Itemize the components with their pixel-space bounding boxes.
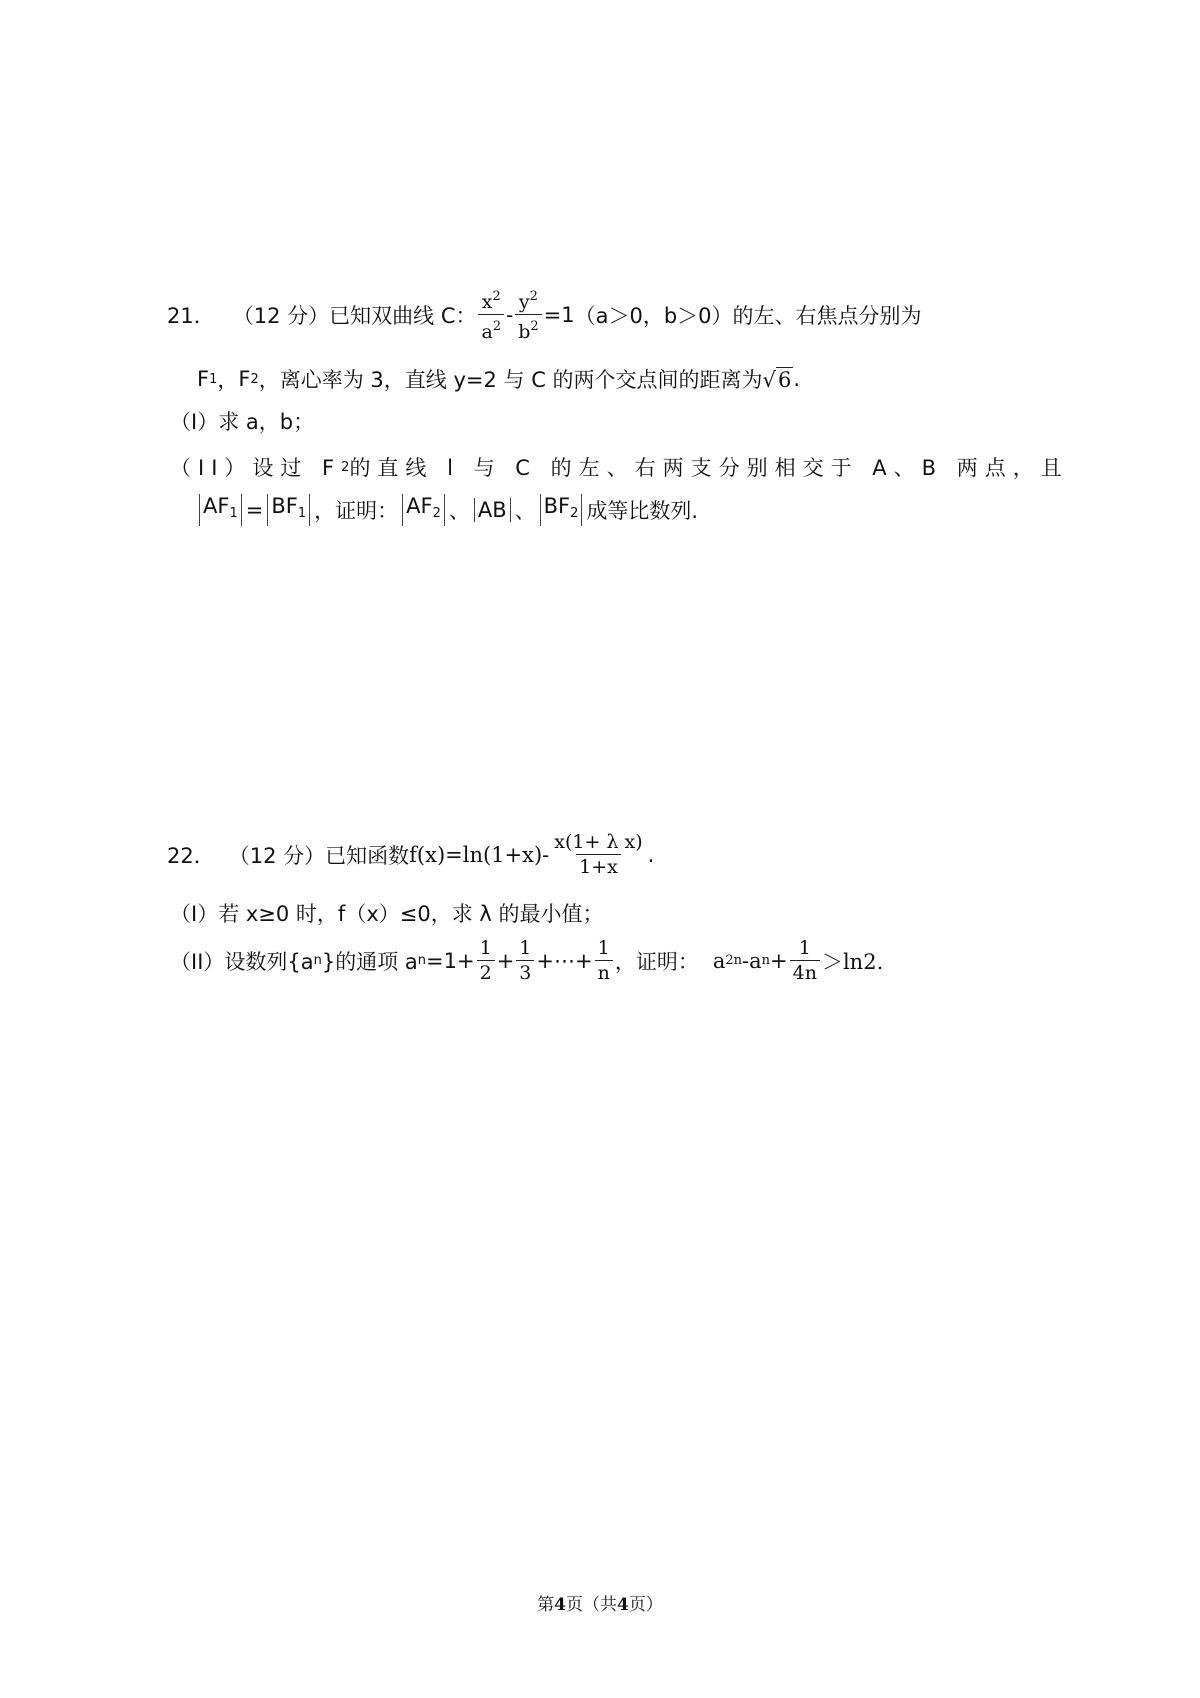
sqrt-symbol: √ 6 (762, 367, 792, 392)
q22-number: 22． (167, 843, 215, 868)
q21-score: （12 分） (232, 303, 330, 328)
q21-number: 21． (167, 303, 215, 328)
q21-part2: （II）设过 F 2 的直线 l 与 C 的左、右两支分别相交于 A、B 两点，且 (170, 456, 1069, 480)
abs-af1: $AF_1$ (199, 494, 242, 526)
abs-bf1: $BF_1$ (267, 494, 310, 526)
q21-intro: 已知双曲线 C： (329, 303, 477, 328)
q21-line2-text: ，离心率为 3，直线 y=2 与 C 的两个交点间的距离为 (258, 368, 763, 392)
q21-part2-line2: $AF_1$ = $BF_1$ ，证明： $AF_2$ 、 AB 、 $BF_2$ 成等比数列. (195, 494, 698, 526)
q21-line1 (167, 285, 922, 344)
q21-frac-x: $\frac{x^2}{a^2}$ (478, 285, 504, 344)
q22-term-half: $\frac{1}{2}$ (477, 936, 495, 985)
q22-score: （12 分） (228, 843, 326, 868)
page-footer: 第4页（共4页） (537, 1595, 663, 1615)
q21-frac-y: $\frac{y^2}{b^2}$ (515, 285, 541, 344)
q22-line1: 22． （12 分） 已知函数 f(x)=ln(1+x) - $\frac{\text{x(1+ λ x)}}{1+x}$ . (167, 831, 655, 878)
q22-intro: 已知函数 (325, 843, 410, 868)
q21-condition: （a＞0，b＞0）的左、右焦点分别为 (574, 303, 922, 328)
q22-part1: （I）若 x≥0 时，f（x）≤0，求 λ 的最小值； (170, 902, 604, 926)
q22-func-lhs: f(x)=ln(1+x) (409, 842, 543, 867)
abs-ab: AB (474, 498, 511, 522)
q21-line2: F 1 ， F 2 ，离心率为 3，直线 y=2 与 C 的两个交点间的距离为 √ 6 . (197, 364, 800, 394)
abs-af2: $AF_2$ (402, 494, 445, 526)
q22-term-nth: $\frac{1}{n}$ (595, 936, 613, 985)
q22-term-third: $\frac{1}{3}$ (516, 936, 534, 985)
q21-rhs: =1 (543, 302, 575, 327)
q22-frac: $\frac{\text{x(1+ λ x)}}{1+x}$ (554, 831, 643, 878)
q21-part1: （I）求 a，b； (170, 410, 315, 434)
q22-term-quarter: $\frac{1}{4n}$ (790, 936, 820, 985)
q21-minus: - (506, 302, 514, 327)
q22-part2: （II）设数列{a n }的通项 a n =1+ $\frac{1}{2}$ + $\frac{1}{3}$ +⋯+ $\frac{1}{n}$ ，证明： a 2n -a n + $\frac{1}{4n}$ ＞ln2. (170, 937, 884, 984)
abs-bf2: $BF_2$ (540, 494, 583, 526)
